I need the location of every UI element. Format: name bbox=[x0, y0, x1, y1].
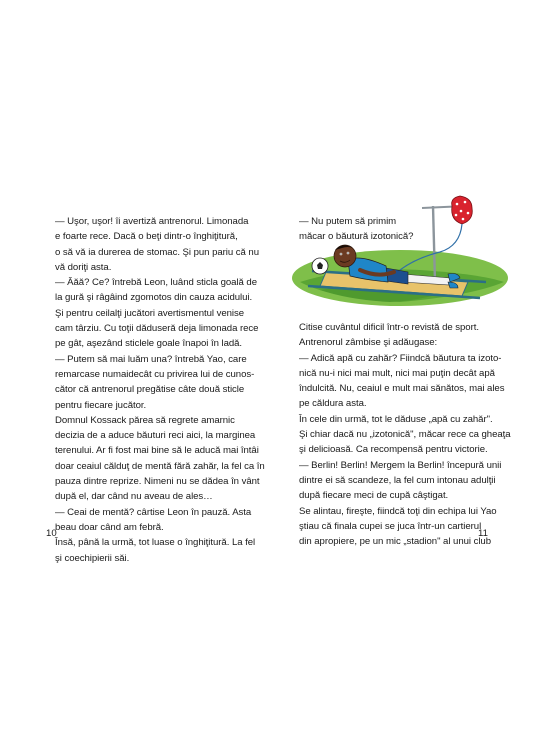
text-line: pauza dintre reprize. Nimeni nu se dădea în vânt bbox=[55, 476, 260, 488]
text-line: îndulcită. Nu, ceaiul e mult mai sănătos, mai ales bbox=[299, 383, 505, 395]
text-line: Se alintau, fireşte, fiindcă toţi din echipa lui Yao bbox=[299, 505, 497, 517]
page-number-left: 10 bbox=[46, 528, 57, 539]
text-line: şi delicioasă. Ca recompensă pentru victorie. bbox=[299, 444, 488, 456]
text-line: beau doar când am febră. bbox=[55, 521, 164, 533]
text-line: Antrenorul zâmbise şi adăugase: bbox=[299, 337, 438, 349]
text-line: din apropiere, pe un mic „stadion" al unui club bbox=[299, 536, 491, 548]
text-line: dintre ei să scandeze, la fel cum intonau adulţii bbox=[299, 474, 496, 486]
text-line: e foarte rece. Dacă o beţi dintr-o înghiţitură, bbox=[55, 231, 238, 243]
text-line: măcar o băutură izotonică? bbox=[299, 231, 414, 243]
text-line: pe căldura asta. bbox=[299, 398, 367, 410]
text-line: — Ceai de mentă? cârtise Leon în pauză. Asta bbox=[55, 506, 252, 518]
text-line: Domnul Kossack părea să regrete amarnic bbox=[55, 414, 235, 426]
text-line: după fiecare meci de cupă câştigat. bbox=[299, 490, 449, 502]
right-page-text bbox=[299, 320, 521, 549]
text-line: vă doriţi asta. bbox=[55, 261, 112, 273]
text-line: decizia de a aduce băuturi reci aici, la marginea bbox=[55, 430, 256, 442]
text-line: remarcase numaidecât cu privirea lui de cunos- bbox=[55, 368, 255, 380]
boy-on-stretcher-with-iv-drip-illustration bbox=[290, 186, 515, 311]
left-page-text bbox=[55, 214, 277, 566]
text-line: Însă, până la urmă, tot luase o înghiţitură. La fel bbox=[55, 537, 256, 549]
text-line: — Putem să mai luăm una? întrebă Yao, care bbox=[55, 353, 247, 365]
text-line: cam târziu. Cu toţii dăduseră deja limonada rece bbox=[55, 323, 259, 335]
text-line: Şi pentru ceilalţi jucători avertismentul venise bbox=[55, 307, 245, 319]
text-line: după el, dar când nu aveau de ales… bbox=[55, 491, 213, 503]
text-line: terenului. Ar fi fost mai bine să le aducă mai întâi bbox=[55, 445, 259, 457]
text-line: ştiau că finala cupei se juca într-un cartierul bbox=[299, 520, 482, 532]
text-line: cător că antrenorul pregătise câte două sticle bbox=[55, 384, 245, 396]
text-line: doar ceaiul călduţ de mentă fără zahăr, la fel ca în bbox=[55, 460, 265, 472]
text-line: la gură şi râgâind zgomotos din cauza acidului. bbox=[55, 292, 253, 304]
text-line: pentru fiecare jucător. bbox=[55, 399, 147, 411]
text-line: şi coechipierii săi. bbox=[55, 552, 130, 564]
text-line: — Uşor, uşor! îi avertiză antrenorul. Limonada bbox=[55, 216, 249, 227]
text-line: — Adică apă cu zahăr? Fiindcă băutura ta izoto- bbox=[299, 352, 502, 364]
text-line: nică nu-i nici mai mult, nici mai puţin decât apă bbox=[299, 367, 495, 379]
text-line: pe gât, aşezând sticlele goale înapoi în ladă. bbox=[55, 338, 243, 350]
text-line: — Berlin! Berlin! Mergem la Berlin! începură unii bbox=[299, 459, 502, 471]
text-line: o să vă ia durerea de stomac. Şi pun pariu că nu bbox=[55, 246, 259, 258]
text-line: Şi chiar dacă nu „izotonică", măcar rece ca gheaţa bbox=[299, 429, 511, 441]
text-line: — Ăăă? Ce? întrebă Leon, luând sticla goală de bbox=[55, 277, 257, 289]
text-line: În cele din urmă, tot le dăduse „apă cu zahăr". bbox=[299, 413, 493, 425]
page-number-right: 11 bbox=[478, 528, 488, 539]
text-line: — Nu putem să primim bbox=[299, 216, 397, 227]
text-line: Citise cuvântul dificil într-o revistă de sport. bbox=[299, 322, 479, 333]
